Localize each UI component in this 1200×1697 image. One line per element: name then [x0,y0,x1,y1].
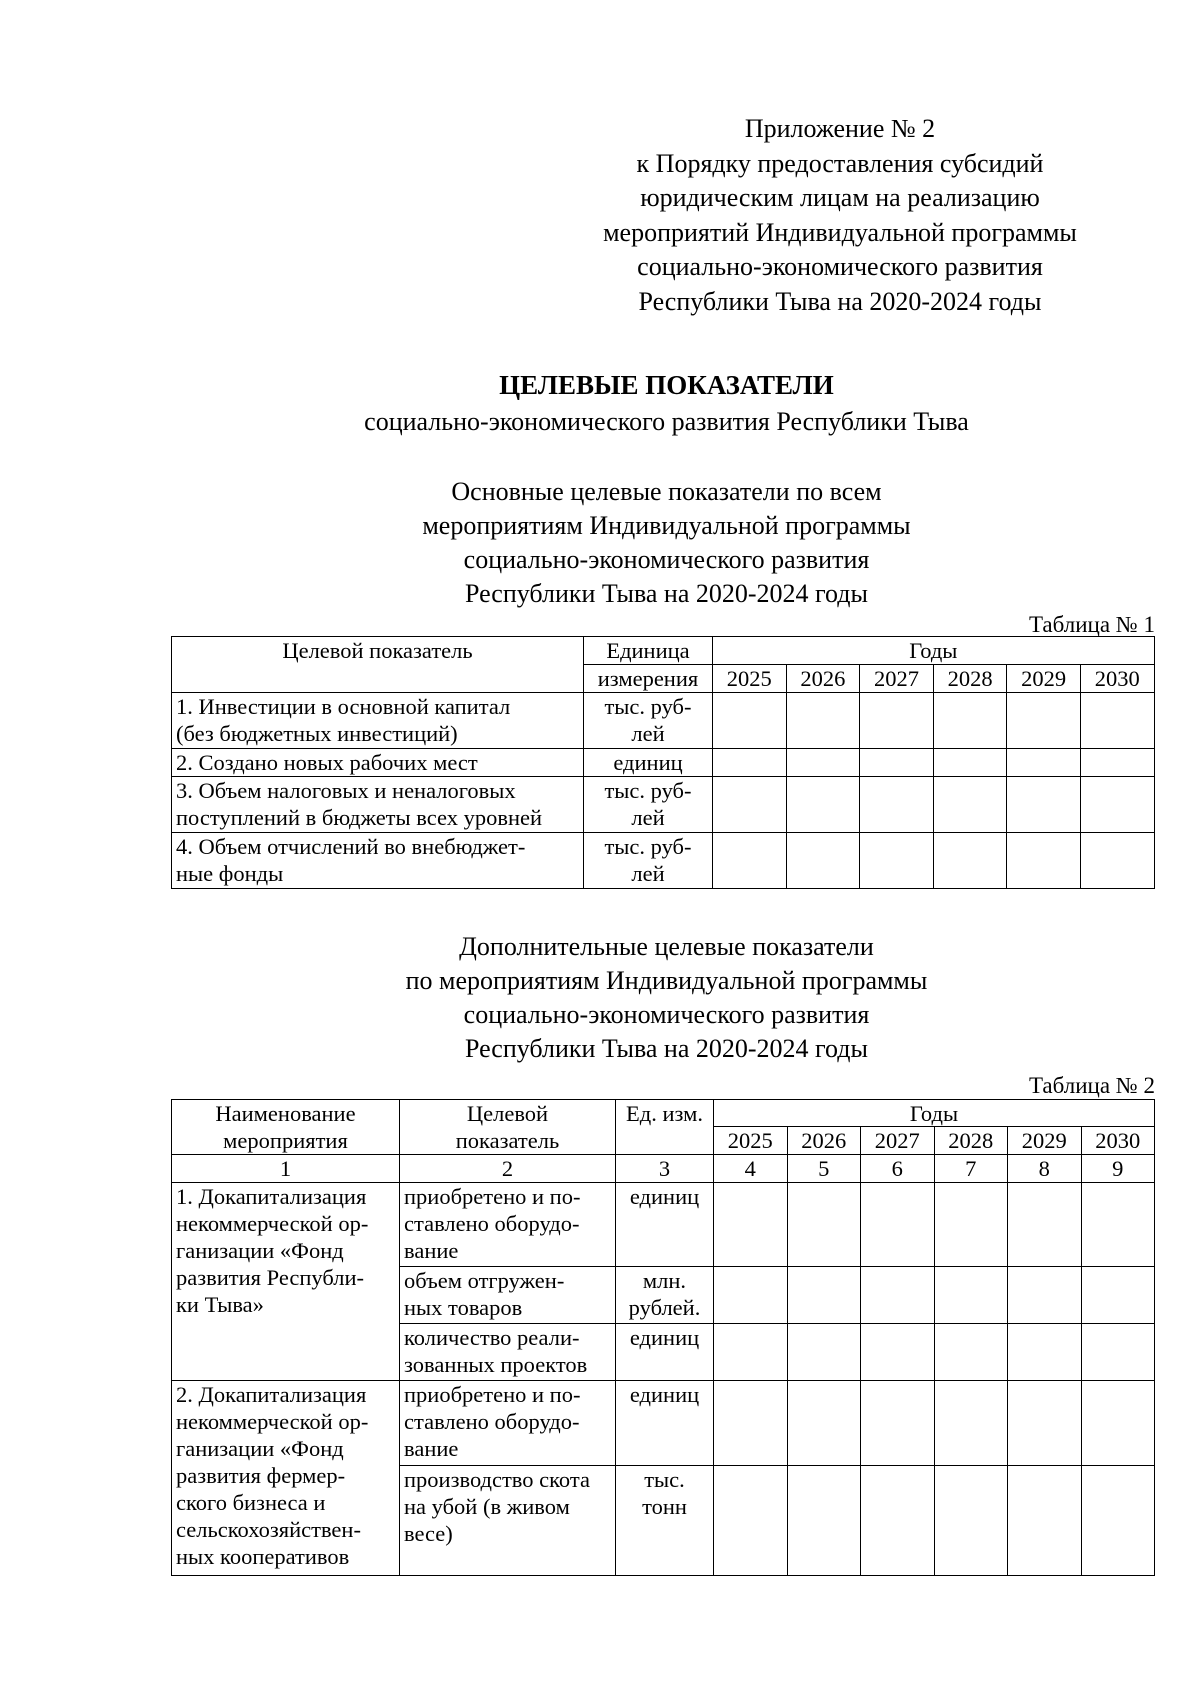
unit-cell [584,777,713,833]
cell-line: тыс. руб- [604,834,692,859]
cell-line: ставлено оборудо- [404,1211,580,1236]
cell-line: лей [631,721,665,746]
table2-label: Таблица № 2 [1028,1073,1155,1098]
cell-line: развития фермер- [176,1463,346,1488]
unit-cell [616,1267,714,1324]
cell-line: Наименование [215,1101,356,1126]
value-cell [933,749,1007,777]
year-2029: 2029 [1007,665,1081,693]
year-2030: 2030 [1080,665,1154,693]
value-cell [713,777,787,833]
cell-line: 2. Докапитализация [176,1382,367,1407]
unit-cell [616,1381,714,1466]
cell-line: единиц [613,750,683,775]
year-2027: 2027 [860,665,934,693]
cell-line: лей [631,861,665,886]
year-2026: 2026 [788,1127,862,1154]
annex-line: к Порядку предоставления субсидий [636,148,1044,178]
indicator-cell [172,777,584,833]
table-1 [171,636,1155,889]
indicator-cell [172,833,584,889]
value-cell [860,693,934,749]
header-unit-cont: измерения [584,665,713,693]
cell-line: объем отгружен- [404,1268,565,1293]
heading-line: Республики Тыва на 2020-2024 годы [464,1034,869,1063]
annex-line: Приложение № 2 [744,114,936,143]
value-cell [714,1381,788,1466]
heading-line: Республики Тыва на 2020-2024 годы [464,579,869,608]
unit-cell [584,749,713,777]
value-cell [787,1267,861,1324]
cell-line: производство скота [404,1467,590,1492]
table-row [172,693,1155,749]
value-cell [787,1381,861,1466]
unit-cell [616,1466,714,1576]
heading-line: социально-экономического развития [463,545,870,574]
cell-line: ганизации «Фонд [176,1436,344,1461]
cell-line: ные фонды [176,861,284,886]
value-cell [787,1183,861,1267]
cell-line: ных кооперативов [176,1544,350,1569]
value-cell [1007,749,1081,777]
cell-line: тыс. руб- [604,694,692,719]
annex-line: мероприятий Индивидуальной программы [603,217,1077,247]
col-number: 3 [616,1155,714,1183]
year-2028: 2028 [933,665,1007,693]
cell-line: приобретено и по- [404,1184,581,1209]
heading-line: Дополнительные целевые показатели [459,932,874,961]
value-cell [1007,777,1081,833]
header-years: Годы [713,637,1155,665]
header-indicator: Целевой показатель [172,637,584,693]
cell-line: зованных проектов [404,1352,588,1377]
cell-line: некоммерческой ор- [176,1211,369,1236]
value-cell [786,693,860,749]
cell-line: единиц [629,1325,700,1350]
section1-heading [0,475,1200,611]
value-cell [714,1183,788,1267]
year-2026: 2026 [786,665,860,693]
cell-line: весе) [404,1521,453,1546]
value-cell [713,749,787,777]
header-years-block [714,1100,1155,1155]
value-cell [861,1381,935,1466]
col-number: 6 [861,1155,935,1183]
value-cell [934,1183,1008,1267]
value-cell [1007,833,1081,889]
cell-line: ных товаров [404,1295,523,1320]
value-cell [713,833,787,889]
col-number: 2 [400,1155,616,1183]
cell-line: млн. [642,1268,687,1293]
year-2025: 2025 [713,665,787,693]
cell-line: мероприятия [223,1128,348,1153]
year-2025: 2025 [714,1127,788,1154]
cell-line: показатель [455,1128,560,1153]
indicator-cell [400,1466,616,1576]
cell-line: единиц [629,1382,700,1407]
value-cell [787,1466,861,1576]
cell-line: приобретено и по- [404,1382,581,1407]
value-cell [1081,1466,1155,1576]
cell-line: ки Тыва» [176,1292,264,1317]
value-cell [787,1324,861,1381]
value-cell [1008,1183,1082,1267]
unit-cell [616,1183,714,1267]
value-cell [934,1381,1008,1466]
value-cell [786,833,860,889]
cell-line: тыс. руб- [604,778,692,803]
cell-line: рублей. [628,1295,701,1320]
header-unit: Единица [584,637,713,665]
value-cell [861,1267,935,1324]
cell-line: поступлений в бюджеты всех уровней [176,805,543,830]
value-cell [1081,1267,1155,1324]
value-cell [1008,1466,1082,1576]
value-cell [934,1324,1008,1381]
indicator-cell [400,1183,616,1267]
indicator-cell [172,693,584,749]
value-cell [933,833,1007,889]
cell-line: ского бизнеса и [176,1490,326,1515]
indicator-cell [400,1324,616,1381]
header-years: Годы [714,1100,1154,1127]
annex-line: социально-экономического развития [637,252,1043,281]
table-row [172,1381,1155,1466]
cell-line: количество реали- [404,1325,580,1350]
col-number: 9 [1081,1155,1155,1183]
cell-line: на убой (в живом [404,1494,570,1519]
event-cell [172,1183,400,1381]
col-number: 8 [1008,1155,1082,1183]
year-2030: 2030 [1095,1128,1141,1153]
indicator-cell [172,749,584,777]
unit-cell [584,693,713,749]
event-cell [172,1381,400,1576]
heading-line: по мероприятиям Индивидуальной программы [405,966,928,995]
year-2028: 2028 [935,1127,1009,1154]
header-event [172,1100,400,1155]
unit-cell [616,1324,714,1381]
header-indicator [400,1100,616,1155]
cell-line: 3. Объем налоговых и неналоговых [176,778,516,803]
value-cell [1008,1381,1082,1466]
header-year-row [714,1127,1154,1154]
value-cell [861,1324,935,1381]
annex-block [560,112,1120,319]
cell-line: 2. Создано новых рабочих мест [176,750,478,775]
col-number: 5 [787,1155,861,1183]
cell-line: (без бюджетных инвестиций) [176,721,458,746]
value-cell [1008,1324,1082,1381]
value-cell [861,1183,935,1267]
value-cell [1080,749,1154,777]
unit-cell [584,833,713,889]
cell-line: вание [404,1238,459,1263]
section2-heading [0,930,1200,1066]
year-2029: 2029 [1008,1127,1082,1154]
cell-line: ставлено оборудо- [404,1409,580,1434]
header-unit: Ед. изм. [616,1100,714,1155]
value-cell [1080,833,1154,889]
table-row [172,749,1155,777]
document-subtitle: социально-экономического развития Республики Тыва [364,407,969,436]
annex-line: Республики Тыва на 2020-2024 годы [638,286,1042,316]
cell-line: 1. Инвестиции в основной капитал [176,694,511,719]
value-cell [1081,1183,1155,1267]
annex-line: юридическим лицам на реализацию [640,183,1040,212]
value-cell [860,777,934,833]
value-cell [934,1267,1008,1324]
cell-line: вание [404,1436,459,1461]
value-cell [934,1466,1008,1576]
indicator-cell [400,1267,616,1324]
col-number: 7 [934,1155,1008,1183]
value-cell [1007,693,1081,749]
value-cell [1080,693,1154,749]
cell-line: 4. Объем отчислений во внебюджет- [176,834,526,859]
table-row [172,833,1155,889]
value-cell [1081,1381,1155,1466]
document-title: ЦЕЛЕВЫЕ ПОКАЗАТЕЛИ [499,370,834,400]
value-cell [933,777,1007,833]
cell-line: сельскохозяйствен- [176,1517,361,1542]
value-cell [714,1324,788,1381]
value-cell [786,777,860,833]
value-cell [860,749,934,777]
value-cell [713,693,787,749]
col-number: 4 [714,1155,788,1183]
cell-line: тонн [642,1494,687,1519]
value-cell [714,1466,788,1576]
indicator-cell [400,1381,616,1466]
value-cell [786,749,860,777]
table-row [172,1183,1155,1267]
col-number: 1 [172,1155,400,1183]
value-cell [861,1466,935,1576]
heading-line: социально-экономического развития [463,1000,870,1029]
cell-line: единиц [629,1184,700,1209]
value-cell [860,833,934,889]
cell-line: некоммерческой ор- [176,1409,369,1434]
value-cell [714,1267,788,1324]
value-cell [1080,777,1154,833]
value-cell [1081,1324,1155,1381]
heading-line: мероприятиям Индивидуальной программы [422,511,911,540]
table-2 [171,1099,1155,1576]
cell-line: лей [631,805,665,830]
cell-line: развития Республи- [176,1265,365,1290]
cell-line: 1. Докапитализация [176,1184,367,1209]
column-number-row [172,1155,1155,1183]
cell-line: тыс. [644,1467,685,1492]
table-row [172,777,1155,833]
year-2027: 2027 [861,1127,935,1154]
value-cell [933,693,1007,749]
heading-line: Основные целевые показатели по всем [451,477,882,506]
table1-label: Таблица № 1 [1028,612,1155,637]
value-cell [1008,1267,1082,1324]
cell-line: Целевой [466,1101,549,1126]
cell-line: ганизации «Фонд [176,1238,344,1263]
